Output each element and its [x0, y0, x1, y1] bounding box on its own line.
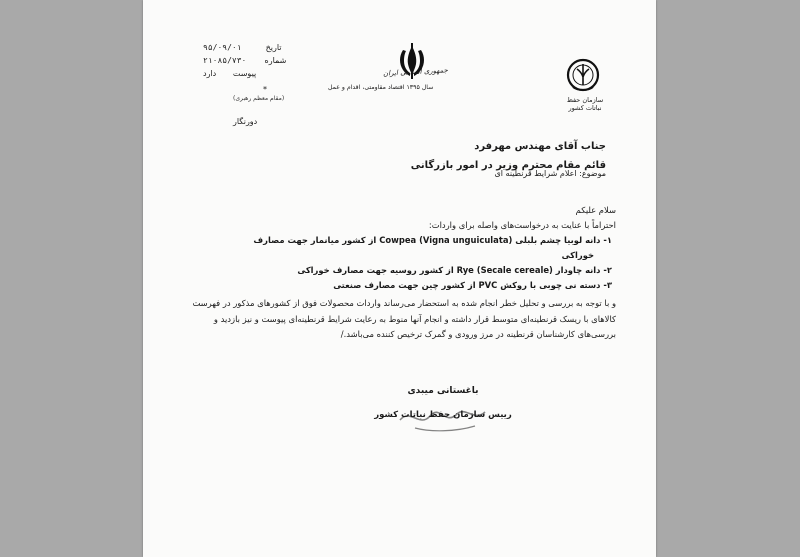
list-item-1-continuation: خوراکی	[561, 250, 594, 260]
signature-block	[373, 386, 513, 420]
organization-logo-icon	[563, 55, 603, 97]
fax-label: دورنگار	[233, 117, 258, 126]
subject-line: موضوع: اعلام شرایط قرنطینه ای	[494, 169, 606, 178]
signatory-name: باغستانی میبدی	[407, 386, 479, 396]
letter-page	[143, 0, 656, 557]
recipient-name: جناب آقای مهندس مهرفرد	[474, 141, 606, 152]
attachment-row	[203, 67, 323, 80]
year-slogan: سال ۱۳۹۵ اقتصاد مقاومتی، اقدام و عمل	[328, 84, 434, 91]
letter-body	[176, 203, 616, 343]
number-value: ۲۱۰۸۵/۷۳۰	[203, 56, 247, 65]
date-label: تاریخ	[265, 43, 282, 52]
organization-name	[555, 96, 615, 112]
greeting: سلام علیکم	[575, 205, 616, 215]
mark: *	[263, 85, 267, 94]
date-value: ۹۵/۰۹/۰۱	[203, 43, 242, 52]
emblem-caption: جمهوری اسلامی ایران	[382, 66, 449, 78]
org-name-line1: سازمان حفظ	[566, 96, 604, 104]
body-paragraph: و با توجه به بررسی و تحلیل خطر انجام شده به استحضار می‌رساند واردات محصولات فوق از کشورهای مذکور در فهرست کالاهای با ریسک قرنطینه‌ای متوسط قرار داشته و انجام آنها منوط به رعایت شرایط قرنطینه‌ای پیوست و نیز بازدید و بررسی‌های کارشناسان قرنطینه در مرز ورودی و گمرک ترخیص کننده می‌باشد./	[192, 298, 616, 339]
number-row	[203, 54, 323, 67]
number-label: شماره	[264, 56, 287, 65]
list-item-3: ۳- دسته نی چوبی با روکش PVC از کشور چین جهت مصارف صنعتی	[333, 280, 612, 290]
list-item-2: ۲- دانه چاودار Rye (Secale cereale) از کشور روسیه جهت مصارف خوراکی	[297, 265, 612, 275]
letter-meta	[203, 41, 323, 80]
attachment-label: پیوست	[232, 69, 257, 78]
date-row	[203, 41, 323, 54]
attachment-value: دارد	[203, 69, 217, 78]
recipient-title: قائم مقام محترم وزیر در امور بازرگانی	[410, 160, 606, 171]
handwritten-note: (مقام معظم رهبری)	[233, 95, 285, 102]
signatory-title: رییس سازمان حفظ نباتات کشور	[374, 410, 512, 420]
org-name-line2: نباتات کشور	[568, 104, 602, 112]
intro-line: احتراماً با عنایت به درخواست‌های واصله برای واردات:	[428, 220, 616, 230]
list-item-1: ۱- دانه لوبیا چشم بلبلی Cowpea (Vigna unguiculata) از کشور میانمار جهت مصارف	[253, 235, 612, 245]
